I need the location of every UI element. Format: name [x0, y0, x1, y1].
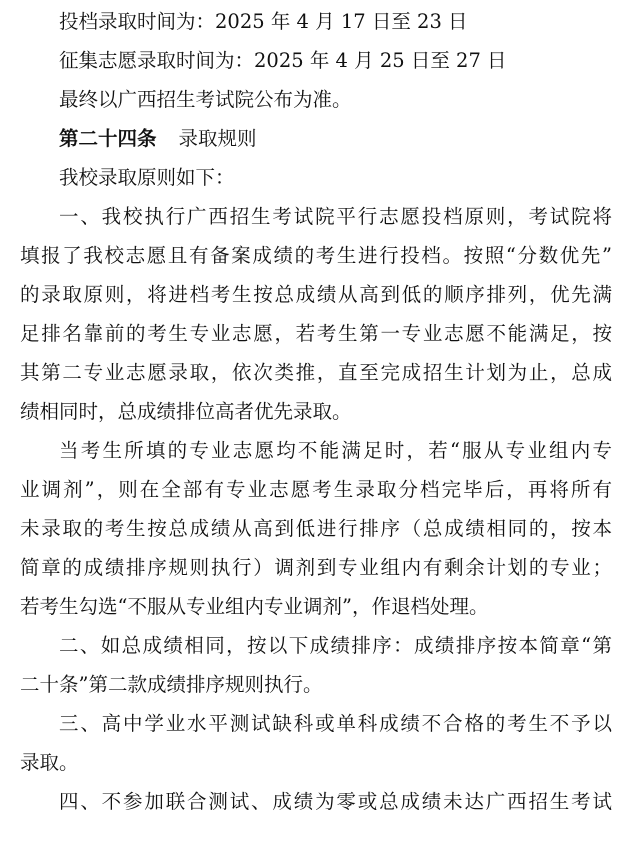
paragraph-line: 足排名靠前的考生专业志愿，若考生第一专业志愿不能满足，按 [20, 322, 612, 345]
paragraph-line: 二十条”第二款成绩排序规则执行。 [20, 673, 323, 696]
paragraph-line: 绩相同时，总成绩排位高者优先录取。 [20, 400, 352, 423]
article-number: 第二十四条 [59, 127, 157, 150]
paragraph-line: 填报了我校志愿且有备案成绩的考生进行投档。按照“分数优先” [20, 244, 612, 267]
admission-time-line: 投档录取时间为：2025 年 4 月 17 日至 23 日 [59, 10, 468, 33]
paragraph-4 [20, 704, 612, 782]
paragraph-5 [20, 782, 612, 821]
document-page [20, 0, 612, 821]
solicit-time-line: 征集志愿录取时间为：2025 年 4 月 25 日至 27 日 [59, 49, 507, 72]
paragraph-line: 若考生勾选“不服从专业组内专业调剂”，作退档处理。 [20, 595, 489, 618]
paragraph-3 [20, 626, 612, 704]
paragraph-line: 三、高中学业水平测试缺科或单科成绩不合格的考生不予以 [59, 712, 612, 735]
final-note-line: 最终以广西招生考试院公布为准。 [59, 88, 352, 111]
paragraph-line: 未录取的考生按总成绩从高到低进行排序（总成绩相同的，按本 [20, 517, 612, 540]
paragraph-2 [20, 431, 612, 626]
paragraph-line: 业调剂”，则在全部有专业志愿考生录取分档完毕后，再将所有 [20, 478, 612, 501]
paragraph-1 [20, 197, 612, 431]
paragraph-line: 的录取原则，将进档考生按总成绩从高到低的顺序排列，优先满 [20, 283, 612, 306]
article-heading [20, 119, 612, 158]
paragraph-line: 其第二专业志愿录取，依次类推，直至完成招生计划为止，总成 [20, 361, 612, 384]
paragraph-line: 简章的成绩排序规则执行）调剂到专业组内有剩余计划的专业； [20, 556, 612, 579]
principles-intro: 我校录取原则如下： [59, 166, 235, 189]
article-title: 录取规则 [178, 127, 257, 150]
paragraph-line: 四、不参加联合测试、成绩为零或总成绩未达广西招生考试 [59, 790, 612, 813]
paragraph-line: 二、如总成绩相同，按以下成绩排序：成绩排序按本简章“第 [59, 634, 612, 657]
paragraph-line: 录取。 [20, 751, 79, 774]
paragraph-line: 一、我校执行广西招生考试院平行志愿投档原则，考试院将 [59, 205, 612, 228]
paragraph-line: 当考生所填的专业志愿均不能满足时，若“服从专业组内专 [59, 439, 612, 462]
